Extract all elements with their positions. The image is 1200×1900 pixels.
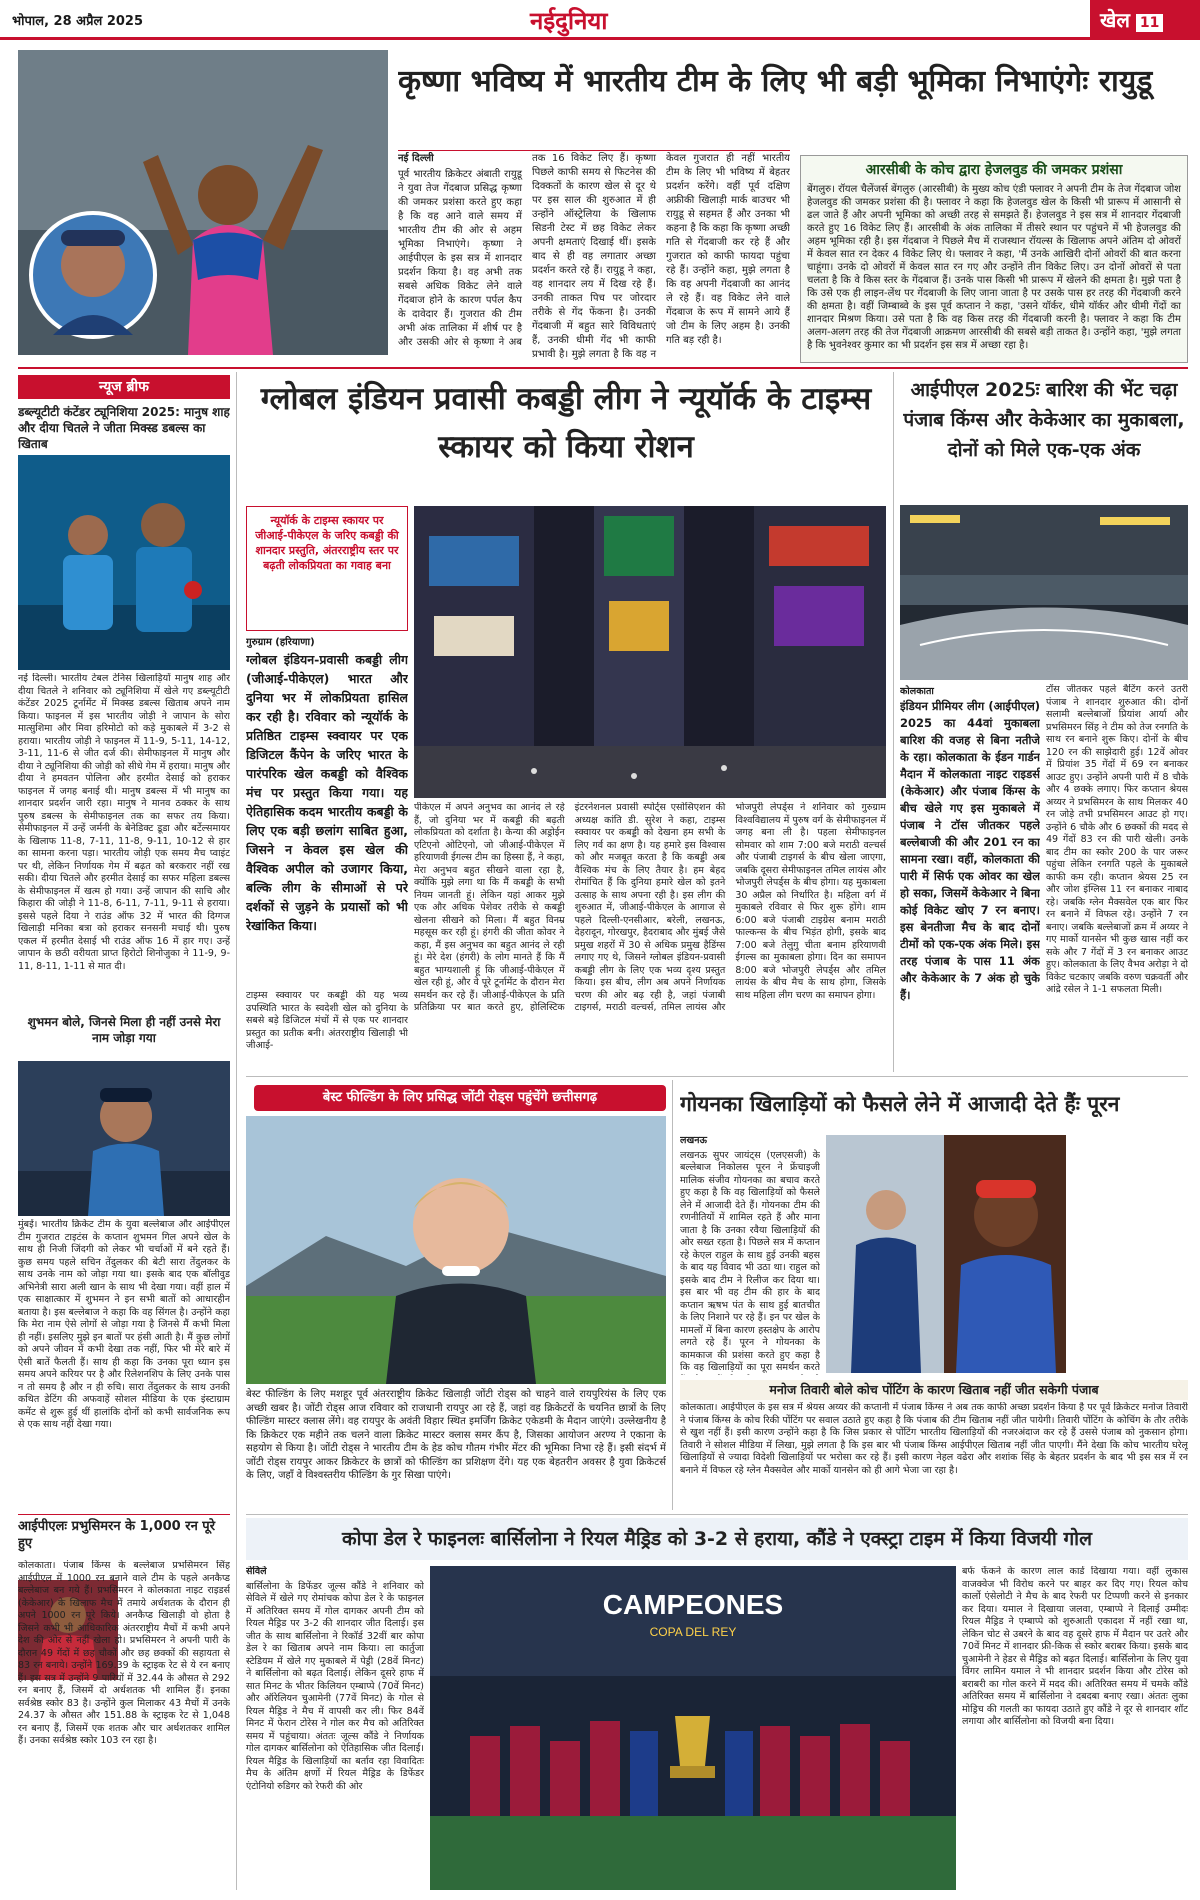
copa-divider: [246, 1514, 1188, 1515]
tt-body: नई दिल्ली। भारतीय टेबल टेनिस खिलाड़ियों मानुष शाह और दीया चितले ने शनिवार को ट्यूनिशिया में खेले गए डब्ल्यूटीटी कंटेंडर 2025 टूर्नामेंट में मिक्स्ड डबल्स खिताब अपने नाम किया। फाइनल में इस भारतीय जोड़ी ने जापान के सोरा मात्सुशिमा और मिवा हरिमोटो को कड़े मुकाबले में 3-2 से हराया। भारतीय जोड़ी ने फाइनल में 11-9, 5-11, 14-12, 3-11, 11-6 से जीत दर्ज की। सेमीफाइनल में मानुष और दीया ने ट्यूनिशिया की जोड़ी को सीधे गेम में हराया। मानुष और दीया ने हमवतन पोलिना और हरमीत देसाई को हराकर फाइनल में जगह बनाई थी। मानुष डबल्स में भी मानुष का शानदार प्रदर्शन जारी रहा। मानुष ने मानव ठक्कर के साथ पुरुष डबल्स के सेमीफाइनल तक का सफर तय किया। सेमीफाइनल में उन्हें जर्मनी के बेनेडिक्ट डूडा और बर्टेल्समायर के खिलाफ 11-8, 7-11, 11-8, 9-11, 10-12 से हार का सामना करना पड़ा। भारतीय जोड़ी एक समय मैच प्वाइंट पर थी, लेकिन निर्णायक गेम में बढ़त को बरकरार नहीं रख सकी। दीया चितले और हरमीत देसाई का सफर महिला डबल्स के सेमीफाइनल में खत्म हो गया। उन्हें जापान की साचि और किहारा की जोड़ी ने 11-8, 6-11, 7-11, 9-11 से हराया। इससे पहले दिया ने राउंड ऑफ 32 में भारत की दिग्गज खिलाड़ी मनिका बत्रा को हराकर सनसनी मचाई थी। पुरुष एकल में हरमीत देसाई भी राउंड ऑफ 16 में हार गए। उन्हें जापान के छठी वरीयता प्राप्त हिरोटो शिनोजुका ने 11-9, 9-11, 8-11, 1-11 से मात दी।: [18, 673, 230, 972]
copa-banner-sub: COPA DEL REY: [649, 1625, 737, 1639]
goenka-dateline: लखनऊ: [680, 1135, 707, 1146]
news-brief-label: न्यूज ब्रीफ: [18, 375, 230, 399]
gill-body: मुंबई। भारतीय क्रिकेट टीम के युवा बल्लेबाज और आईपीएल टीम गुजरात टाइटंस के कप्तान शुभमन गिल अपने खेल के साथ ही निजी जिंदगी को लेकर भी चर्चाओं में बने रहते हैं। कुछ समय पहले सचिन तेंदुलकर की बेटी सारा तेंदुलकर के साथ उनके नाम को जोड़ा गया था। इसके बाद एक बॉलीवुड अभिनेत्री सारा अली खान के साथ भी देखा गया। वहीं हाल में एक साक्षात्कार में शुभमन ने इन सभी बातों को आधारहीन बताया है। इस बल्लेबाज ने कहा कि वह सिंगल है। उन्होंने कहा कि मेरा नाम ऐसे लोगों से जोड़ा गया है जिनसे मैं कभी मिला ही नहीं। इसलिए मुझे इन बातों पर हंसी आती है। मैं कुछ लोगों को अपने जीवन में कभी देखा तक नहीं, फिर भी मेरे बारे में ऐसी बातें फैलती हैं। साथ ही कहा कि उनका पूरा ध्यान इस समय अपने करियर पर है और रिलेशनशिप के लिए उनके पास न तो समय है और न ही रुचि। सारा तेंदुलकर के साथ उनकी कथित डेटिंग की अफवाहें सोशल मीडिया के एक इंस्टाग्राम कमेंट से शुरू हुई थीं हालांकि दोनों को कभी सार्वजनिक रूप से एक साथ नहीं देखा गया।: [18, 1219, 230, 1430]
kabaddi-callout-text: न्यूयॉर्क के टाइम्स स्कायर पर जीआई-पीकेएल के जरिए कबड्डी की शानदार प्रस्तुति, अंतरराष्ट्रीय स्तर पर बढ़ती लोकप्रियता का गवाह बना: [255, 514, 399, 572]
kabaddi-lead: [246, 650, 408, 980]
vertical-rule-goenka: [672, 1080, 673, 1510]
prabh-headline: [18, 1518, 230, 1558]
tiwari-headline: [680, 1380, 1188, 1400]
rhodes-article: [246, 1388, 666, 1506]
kabaddi-headline-text: ग्लोबल इंडियन प्रवासी कबड्डी लीग ने न्यूयॉर्क के टाइम्स स्कायर को किया रोशन: [260, 381, 872, 465]
times-square-photo: [414, 506, 886, 798]
gill-headline: [18, 1014, 230, 1058]
kabaddi-body: पीकेएल में अपने अनुभव का आनंद ले रहे हैं, जो दुनिया भर में कबड्डी की बढ़ती लोकप्रियता को दर्शाता है। केन्या की अड्रोईन एटिएनो ओटिएनो, जो जीआई-पीकेएल में हरियाणवी ईगल्स टीम का हिस्सा हैं, ने कहा, मेरा अनुभव बहुत सीखने वाला रहा है, क्योंकि मुझे लगा था कि मैं कबड्डी के सभी नियम जानती हूं। लेकिन यहां आकर मुझे एक और अधिक पेशेवर तरीके से कबड्डी खेलना सीखने को मिला। मैं बहुत विनम्र महसूस कर रही हूं। हंगरी की जीता कोवर ने कहा, मैं इस अनुभव का बहुत आनंद ले रही हूं। मेरे देश (हंगरी) के लोग मानते हैं कि मैं बहुत भाग्यशाली हूं कि जीआई-पीकेएल में खेल रही हूं, और वे पूरे टूर्नामेंट के दौरान मेरा समर्थन कर रहे हैं। जीआई-पीकेएल के प्रति प्रतिक्रिया पर बात करते हुए, होलिस्टिक इंटरनेशनल प्रवासी स्पोर्ट्स एसोसिएशन की अध्यक्ष कांति डी. सुरेश ने कहा, टाइम्स स्क्वायर पर कबड्डी को देखना हम सभी के लिए गर्व का क्षण है। यह हमारे इस विश्वास को और मजबूत करता है कि कबड्डी अब वैश्विक मंच के लिए तैयार है। हम बेहद रोमांचित हैं कि दुनिया हमारे खेल को इतने उत्साह के साथ अपना रही है। इस लीग की शुरुआत में, जीआई-पीकेएल के आगाज से पहले दिल्ली-एनसीआर, बरेली, लखनऊ, देहरादून, गोरखपुर, हैदराबाद और मुंबई जैसे प्रमुख शहरों में 30 से अधिक प्रमुख हैडिंग्स लगाए गए थे, जिसने ग्लोबल इंडियन-प्रवासी कबड्डी लीग के लिए एक भव्य दृश्य प्रस्तुत किया। इस बीच, लीग अब अपने निर्णायक चरण की ओर बढ़ रही है, जहां पंजाबी टाइगर्स, मराठी वल्चर्स, तमिल लायंस और भोजपुरी लेपर्ड्स ने शनिवार को गुरुग्राम विश्वविद्यालय में पुरुष वर्ग के सेमीफाइनल में जगह बना ली है। पहला सेमीफाइनल सोमवार को शाम 7:00 बजे मराठी वल्चर्स और पंजाबी टाइगर्स के बीच खेला जाएगा, जबकि दूसरा सेमीफाइनल तमिल लायंस और भोजपुरी लेपर्ड्स के बीच होगा। यह मुकाबला 30 अप्रैल को निर्धारित है। महिला वर्ग में मुकाबले रविवार से फिर शुरू होंगे। शाम 6:00 बजे पंजाबी टाइग्रेस बनाम मराठी फाल्कन्स के बीच भिड़ंत होगी, इसके बाद 7:00 बजे तेलुगु चीता बनाम हरियाणवी ईगल्स का मुकाबला होगा। दिन का समापन 8:00 बजे भोजपुरी लेपर्ड्स और तमिल लायंस के बीच मैच के साथ होगा, जिसके साथ महिला लीग चरण का समापन होगा।: [414, 802, 886, 1013]
tt-headline-text: डब्ल्यूटीटी कंटेंडर ट्यूनिशिया 2025: मानुष शाह और दीया चितले ने जीता मिक्स्ड डबल्स का खिताब: [18, 405, 230, 451]
copa-body-right: बर्फ फेंकने के कारण लाल कार्ड दिखाया गया। वहीं लुकास वाजक्वेज भी विरोध करने पर बाहर कर दिए गए। रियल कोच कार्लो एंसेलोटी ने मैच के बाद रेफरी पर टिप्पणी करने से इनकार कर दिया। यमाल ने दिखाया जलवा, एम्बाप्पे ने दिलाई उम्मीदः रियल मैड्रिड ने एम्बाप्पे को शुरुआती एकादश में नहीं रखा था, लेकिन चोट से उबरने के बाद वह दूसरे हाफ में मैदान पर उतरे और 70वें मिनट में शानदार फ्री-किक से स्कोर बराबर किया। इसके बाद चुआमेनी ने हेडर से मैड्रिड को बढ़त दिलाई। बार्सिलोना के लिए युवा विंगर लामिन यमाल ने भी शानदार प्रदर्शन किया और टोरेस को बराबरी का गोल करने में मदद की। अतिरिक्त समय में चमके कौंडे अतिरिक्त समय में बार्सिलोना ने दबदबा बनाए रखा। अंततः लुका मोड्रिच की गलती का फायदा उठाते हुए कौंडे ने दूर से शानदार शॉट लगाया और बार्सिलोना को विजयी बना दिया।: [962, 1566, 1188, 1727]
kabaddi-left-body: [246, 990, 408, 1070]
goenka-headline: [680, 1088, 1188, 1128]
kabaddi-callout: [246, 506, 408, 631]
ipl-rain-dateline-text: कोलकाता: [900, 686, 934, 697]
krishna-divider: [398, 150, 790, 151]
barcelona-celebration-photo: [430, 1566, 956, 1890]
jonty-rhodes-photo: [246, 1116, 666, 1384]
kabaddi-headline: [246, 375, 886, 493]
ipl-rain-dateline: [900, 684, 1040, 698]
campeones-banner: CAMPEONES: [602, 1589, 784, 1620]
tt-players-photo: [18, 455, 230, 670]
ipl-rain-headline-text: आईपीएल 2025ः बारिश की भेंट चढ़ा पंजाब किंग्स और केकेआर का मुकाबला, दोनों को मिले एक-एक अंक: [903, 379, 1185, 461]
prabh-body: कोलकाता। पंजाब किंग्स के बल्लेबाज प्रभसिमरन सिंह आईपीएल में 1000 रन बनाने वाले टीम के पहले अनकैप्ड बल्लेबाज बन गये हैं। प्रभसिमरन ने कोलकाता नाइट राइडर्स (केकेआर) के खिलाफ मैच में तमाये अर्धशतक के दौरान ही अपने 1000 रन पूरे किये। अनकैप्ड खिलाड़ी वो होता है जिसने कभी भी आधिकारिक अंतरराष्ट्रीय मैचों में कभी अपने देश की ओर से नहीं खेला हो। प्रभसिमरन ने अपनी पारी के दौरान 49 गेंदों में छह चौकों और छह छक्कों की सहायता से 83 रन बनाये। उन्होंने 169.39 के स्ट्राइक रेट से ये रन बनाए हैं। इस सत्र में उन्होंने 9 पारियों में 32.44 के औसत से 292 रन बनाए हैं, जिसमें दो अर्धशतक भी शामिल हैं। इनका सर्वश्रेष्ठ स्कोर 83 है। उन्होंने कुल मिलाकर 43 मैचों में उनके 24.37 के औसत और 151.88 के स्ट्राइक रेट से 1,048 रन बनाए हैं, जिसमें एक शतक और चार अर्धशतकर शामिल हैं। उनका सर्वश्रेष्ठ स्कोर 103 रन रहा है।: [18, 1560, 230, 1746]
ipl-rain-lead-text: इंडियन प्रीमियर लीग (आईपीएल) 2025 का 44वां मुकाबला बारिश की वजह से बिना नतीजे के रहा। कोलकाता के ईडन गार्डन मैदान में कोलकाता नाइट राइडर्स (केकेआर) और पंजाब किंग्स के बीच खेले गए इस मुकाबले में पंजाब ने टॉस जीतकर पहले बल्लेबाजी की और 201 रन का सामना रखा। वहीं, कोलकाता की पारी में सिर्फ एक ओवर का खेल हो सका, जिसमें केकेआर ने बिना कोई विकेट खोए 7 रन बनाए। इस बेनतीजा मैच के बाद दोनों टीमों को एक-एक अंक मिले। इस तरह पंजाब के पास 11 अंक और केकेआर के 7 अंक हो चुके हैं।: [900, 699, 1040, 1002]
krishna-celebration-photo: [18, 50, 388, 355]
copa-dateline: सेविले: [246, 1566, 267, 1577]
rhodes-title: बेस्ट फील्डिंग के लिए प्रसिद्ध जोंटी रोड्स पहुंचेंगे छत्तीसगढ़: [322, 1090, 598, 1105]
ipl-rain-article: [1046, 684, 1188, 1070]
goenka-article-right: [1072, 1135, 1188, 1375]
krishna-headline: [398, 62, 1188, 118]
section-label: [1090, 0, 1200, 37]
section-name: खेल: [1100, 8, 1130, 32]
times-square-graphic: [414, 506, 886, 798]
ipl-rain-body: टॉस जीतकर पहले बैटिंग करने उतरी पंजाब ने शानदार शुरुआत की। दोनों सलामी बल्लेबाजों प्रियांश आर्या और प्रभसिमरन सिंह ने टीम को तेज रनगति के साथ रन बनाने शुरू किए। दोनों के बीच 120 रन की साझेदारी हुई। 12वें ओवर में प्रियांश 35 गेंदों में 69 रन बनाकर आउट हुए। उन्होंने अपनी पारी में 8 चौके और 4 छक्के लगाए। फिर कप्तान श्रेयस अय्यर ने प्रभसिमरन के साथ मिलकर 40 रन जोड़े तभी प्रभसिमरन आउट हो गए। उन्होंने 6 चौके और 6 छक्कों की मदद से 49 गेंदों 83 रन की पारी खेली। उनके बाद टीम का स्कोर 200 के पार जरूर पहुंचा लेकिन रनगति पहले के मुकाबले काफी कम रही। कप्तान श्रेयस 25 रन और जोश इंग्लिस 11 रन बनाकर नाबाद रहे। जबकि ग्लेन मैक्सवेल एक बार फिर रन बनाने में विफल रहे। उन्होंने 7 रन बनाए। जबकि बल्लेबाजों क्रम में अय्यर ने गए मार्को यानसेन भी कुछ खास नहीं कर सके और 7 गेंदों में 3 रन बनाकर आउट हुए। कोलकाता के लिए वैभव अरोड़ा ने दो विकेट चटकाए जबकि वरुण चक्रवर्ती और आंद्रे रसेल ने 1-1 सफलता मिली।: [1046, 684, 1188, 995]
tt-article: [18, 673, 230, 1008]
brief-divider: [18, 1514, 230, 1515]
rcb-body: बेंगलुरु। रॉयल चैलेंजर्स बेंगलुरु (आरसीबी) के मुख्य कोच एंडी फ्लावर ने अपनी टीम के तेज गेंदबाज जोश हेजलवुड की जमकर प्रशंसा की है। फ्लावर ने कहा कि हेजलवुड खेल के किसी भी प्रारूप में आसानी से ढल जाते हैं और अपनी भूमिका को अच्छी तरह से समझते हैं। हेजलवुड ने इस सत्र में शानदार गेंदबाजी करते हुए 16 विकेट लिए हैं। आरसीबी के अंक तालिका में तीसरे स्थान पर पहुंचने में भी हेजलवुड की अहम भूमिका रही है। इस गेंदबाज ने पिछले मैच में राजस्थान रॉयल्स के खिलाफ अपने अंतिम दो ओवरों में केवल सात रन देकर 4 विकेट लिए थे। फ्लावर ने कहा, 'मैं उनके आखिरी दोनों ओवरों की बात करना चाहूंगा। उनके दो ओवरों में केवल सात रन गए और उन्होंने तीन विकेट लिए। उन दोनों ओवरों से पता चलता है कि वे किस स्तर के गेंदबाज हैं। उनके पास किसी भी प्रारूप में खेलने की क्षमता है। मुझे पता है कि उसे एक ही लाइन-लेंथ पर गेंदबाजी के लिए जाना जाता है पर उसके पास हर तरह की गेंदबाजी करने की क्षमता है। वहीं जिम्बाब्वे के इस पूर्व कप्तान ने कहा, 'उसने यॉर्कर, धीमे यॉर्कर और धीमी गेंदों का शानदार मिश्रण किया। उसे पता है कि वह किस तरह की गेंदबाजी करनी है। फ्लावर ने कहा कि टीम अलग-अलग तरह की तेज गेंदबाजी आक्रमण आरसीबी की सबसे बड़ी ताकत है। उन्होंने कहा, 'मुझे लगता है कि भुवनेश्वर कुमार का भी प्रदर्शन इस सत्र में अच्छा रहा है।: [807, 184, 1181, 351]
rhodes-body: बेस्ट फील्डिंग के लिए मशहूर पूर्व अंतरराष्ट्रीय क्रिकेट खिलाड़ी जोंटी रोड्स को चाहने वाले रायपुरियंस के लिए एक अच्छी खबर है। जोंटी रोड्स आज रविवार को राजधानी रायपुर आ रहे हैं, जहां वह क्रिकेटरों के चयनित छात्रों के लिए फील्डिंग मास्टर क्लास लेंगे। वह रायपुर के अवंती विहार स्थित इमर्जिंग क्रिकेट एकेडमी के मैदान जाएंगे। उल्लेखनीय है कि क्रिकेटर एक महीने तक चलने वाला क्रिकेट मास्टर क्लास समर कैंप है, जिसका आयोजन अरण्य ने एकाना के सहयोग से किया है। जोंटी रोड्स ने भारतीय टीम के हेड कोच गौतम गंभीर मेंटर की भूमिका निभा रहे हैं। इसी संदर्भ में जोंटी रोड्स रायपुर आकर क्रिकेटर के छात्रों को फील्डिंग का प्रशिक्षण देंगे। यह एक बेहतरीन अवसर है युवा क्रिकेटर्स के लिए, जहाँ वे विश्वस्तरीय फील्डिंग के गुर सिखा पाएंगे।: [246, 1389, 666, 1481]
goenka-article-left: [680, 1135, 820, 1375]
tt-headline: [18, 404, 230, 452]
prabh-article: [18, 1560, 230, 1890]
kabaddi-lead-text: ग्लोबल इंडियन-प्रवासी कबड्डी लीग (जीआई-पीकेएल) भारत और दुनिया भर में लोकप्रियता हासिल कर रही है। रविवार को न्यूयॉर्क के प्रतिष्ठित टाइम्स स्क्वायर पर एक डिजिटल कैंपेन के जरिए भारत के पारंपरिक खेल कबड्डी को वैश्विक मंच पर प्रस्तुत किया गया। यह ऐतिहासिक कदम भारतीय कबड्डी के लिए एक बड़ी छलांग साबित हुआ, जिसने न केवल इस खेल की वैश्विक अपील को उजागर किया, बल्कि लीग के सीमाओं से परे दर्शकों से जुड़ने के प्रयासों को भी रेखांकित किया।: [246, 652, 408, 933]
masthead-date: भोपाल, 28 अप्रैल 2025: [12, 14, 144, 29]
masthead: [0, 0, 1200, 40]
rcb-headline: आरसीबी के कोच द्वारा हेजलवुड की जमकर प्रशंसा: [865, 162, 1123, 178]
goenka-headline-text: गोयनका खिलाड़ियों को फैसले लेने में आजादी देते हैंः पूरन: [680, 1092, 1120, 1116]
krishna-body: पूर्व भारतीय क्रिकेटर अंबाती रायुडू ने युवा तेज गेंदबाज प्रसिद्ध कृष्णा की जमकर प्रशंसा करते हुए कहा है कि वह आने वाले समय में भारतीय टीम की ओर से अहम भूमिका निभाएंगे। कृष्णा ने आईपीएल के इस सत्र में शानदार प्रदर्शन किया है। वह अभी तक सबसे अधिक विकेट लेने वाले गेंदबाज होने के कारण पर्पल कैप के दावेदार हैं। गुजरात की टीम अभी अंक तालिका में शीर्ष पर है और उसकी ओर से कृष्णा ने अब तक 16 विकेट लिए हैं। कृष्णा पिछले काफी समय से फिटनेस की दिक्कतों के कारण खेल से दूर थे पर इस साल की शुरुआत में ही उन्होंने ऑस्ट्रेलिया के खिलाफ सिडनी टेस्ट में छह विकेट लेकर अपनी क्षमताएं दिखाई थीं। इसके बाद से ही वह लगातार अच्छा प्रदर्शन करते रहे हैं। रायुडू ने कहा, वह शानदार लय में दिख रहे हैं। उनकी ताकत पिच पर जोरदार तरीके से गेंद फेंकना है। उनकी गेंदबाजी में बहुत सारे विविधताएं हैं, उनकी धीमी गेंद भी काफी प्रभावी है। मुझे लगता है कि वह न केवल गुजरात ही नहीं भारतीय टीम के लिए भी भविष्य में बेहतर प्रदर्शन करेंगे। वहीं पूर्व दक्षिण अफ्रीकी खिलाड़ी मार्क बाउचर भी रायुडू से सहमत हैं और उनका भी कहना है कि कहा कि कृष्णा अच्छी गति से गेंदबाजी कर रहे हैं और गुजरात को काफी फायदा पहुंचा रहे हैं। उन्होंने कहा, मुझे लगता है कि वह अपनी गेंदबाजी का आनंद ले रहे हैं। वह विकेट लेने वाले गेंदबाज के रूप में सामने आये हैं जो टीम के लिए अहम है। उनकी गति बड़ रही है।: [398, 153, 790, 360]
copa-body-left: बार्सिलोना के डिफेंडर जूल्स कौंडे ने शनिवार को सेविले में खेले गए रोमांचक कोपा डेल रे के फाइनल में अतिरिक्त समय में गोल दागकर अपनी टीम को रियल मैड्रिड पर 3-2 की शानदार जीत दिलाई। इस जीत के साथ बार्सिलोना ने रिकॉर्ड 32वीं बार कोपा डेल रे का खिताब अपने नाम किया। ला कार्तुजा स्टेडियम में खेले गए मुकाबले में पेड्री (28वें मिनट) ने बार्सिलोना को बढ़त दिलाई। लेकिन दूसरे हाफ में सात मिनट के भीतर किलियन एम्बाप्पे (70वें मिनट) और ऑरेलियन चुआमेनी (77वें मिनट) के गोल से रियल मैड्रिड ने मैच में वापसी कर ली। फिर 84वें मिनट में फेरान टोरेस ने गोल कर मैच को अतिरिक्त समय में पहुंचाया। अंततः जूल्स कौंडे ने निर्णायक गोल दागकर बार्सिलोना को ऐतिहासिक जीत दिलाई। रियल मैड्रिड के खिलाड़ियों का बर्ताव रहा विवादितः मैच के अंतिम क्षणों में रियल मैड्रिड के डिफेंडर एंटोनियो रुडिगर को रेफरी की ओर: [246, 1580, 424, 1792]
vertical-rule-mid: [893, 372, 894, 1072]
copa-article-left: [246, 1566, 424, 1890]
gill-photo: [18, 1061, 230, 1216]
kabaddi-left-body-text: टाइम्स स्क्वायर पर कबड्डी की यह भव्य उपस्थिति भारत के स्वदेशी खेल को दुनिया के सबसे बड़े डिजिटल मंचों में से एक पर शानदार प्रस्तुत का प्रतीक बनी। अंतरराष्ट्रीय खिलाड़ी भी जीआई-: [246, 990, 408, 1051]
pooran-goenka-photo: [826, 1135, 1066, 1373]
copa-headline: [246, 1518, 1188, 1560]
page-number: 11: [1136, 14, 1163, 32]
tt-photo-graphic: [18, 455, 230, 670]
eden-gardens-rain-photo: [900, 505, 1188, 680]
krishna-article: [398, 152, 790, 362]
ipl-rain-lead: [900, 698, 1040, 1070]
copa-article-right: [962, 1566, 1188, 1890]
gill-article: [18, 1219, 230, 1511]
prabh-headline-text: आईपीएलः प्रभुसिमरन के 1,000 रन पूरे हुए: [18, 1519, 216, 1551]
vertical-rule-left: [236, 372, 237, 1890]
copa-headline-text: कोपा डेल रे फाइनलः बार्सिलोना ने रियल मैड्रिड को 3-2 से हराया, कौंडे ने एक्स्ट्रा टाइम में किया विजयी गोल: [342, 1528, 1092, 1550]
krishna-photo-graphic: [18, 50, 388, 355]
krishna-dateline: नई दिल्ली: [398, 153, 434, 164]
top-divider: [18, 367, 1188, 369]
rhodes-photo-graphic: [246, 1116, 666, 1384]
gill-photo-graphic: [18, 1061, 230, 1216]
tiwari-headline-text: मनोज तिवारी बोले कोच पोंटिंग के कारण खिताब नहीं जीत सकेगी पंजाब: [769, 1382, 1099, 1397]
kabaddi-article: [414, 802, 886, 1070]
rain-photo-graphic: [900, 505, 1188, 680]
barcelona-photo-graphic: [430, 1566, 956, 1890]
gill-headline-text: शुभमन बोले, जिनसे मिला ही नहीं उनसे मेरा नाम जोड़ा गया: [27, 1015, 221, 1045]
newspaper-logo: नईदुनिया: [530, 6, 608, 35]
goenka-body: लखनऊ सुपर जायंट्स (एलएसजी) के बल्लेबाज निकोलस पूरन ने फ्रेंचाइजी मालिक संजीव गोयनका का बचाव करते हुए कहा है कि वह खिलाड़ियों को फैसले लेने में आजादी देते हैं। गोयनका टीम की रणनीतियों में शामिल रहते हैं और माना जाता है कि उनका रवैया खिलाड़ियों की ओर सख्त रहता है। पिछले सत्र में कप्तान रहे केएल राहुल के साथ हुई उनकी बहस के बाद यह विवाद भी उठा था। राहुल को इसके बाद टीम ने रिलीज कर दिया था। इस बार भी वह टीम की हार के बाद कप्तान ऋषभ पंत के साथ हुई बातचीत के लिए निशाने पर रहे हैं। इन पर खेल के मामलों में बिना कारण हस्तक्षेप के आरोप लगते रहे हैं। पूरन ने गोयनका के कामकाज की प्रशंसा करते हुए कहा है कि वह खिलाड़ियों का पूरा समर्थन करते: [680, 1149, 820, 1373]
rcb-box: [800, 155, 1188, 363]
kabaddi-dateline: [246, 634, 408, 650]
ipl-rain-headline: [900, 375, 1188, 500]
mid-divider: [246, 1076, 1188, 1077]
krishna-headline-text: कृष्णा भविष्य में भारतीय टीम के लिए भी बड़ी भूमिका निभाएंगेः रायुडू: [398, 64, 1153, 99]
tiwari-body: कोलकाता। आईपीएल के इस सत्र में श्रेयस अय्यर की कप्तानी में पंजाब किंग्स ने अब तक काफी अच्छा प्रदर्शन किया है पर पूर्व क्रिकेटर मनोज तिवारी ने पंजाब किंग्स के कोच रिकी पोंटिंग पर सवाल उठाते हुए कहा है कि पंजाब की टीम खिताब नहीं जीत पायेगी। तिवारी पोंटिंग के कोचिंग के तौर तरीके से खुश नहीं हैं। इसी कारण उन्होंने कहा है कि जिस प्रकार से पोंटिंग भारतीय खिलाड़ियों की नजरअंदाज कर रहे हैं उससे पंजाब को नुकसान होगा। तिवारी ने सोशल मीडिया में लिखा, मुझे लगता है कि इस बार भी पंजाब किंग्स आईपीएल खिताब नहीं जीत पाएगी। मैंने देखा कि कोच भारतीय घरेलू खिलाड़ियों से ज्यादा विदेशी खिलाड़ियों पर भरोसा कर रहे हैं। इसी कारण नेहल वढेरा और शशांक सिंह के बेहतर प्रदर्शन के बाद भी इस सत्र में रन बनाने में विफल रहे ग्लेन मैक्सवेल और मार्को यानसेन को ही आगे भेजा जा रहा है।: [680, 1402, 1188, 1476]
tiwari-article: [680, 1402, 1188, 1508]
rhodes-title-banner: [254, 1085, 666, 1111]
kabaddi-dateline-text: गुरुग्राम (हरियाणा): [246, 637, 315, 648]
pooran-photo-graphic: [826, 1135, 1066, 1373]
